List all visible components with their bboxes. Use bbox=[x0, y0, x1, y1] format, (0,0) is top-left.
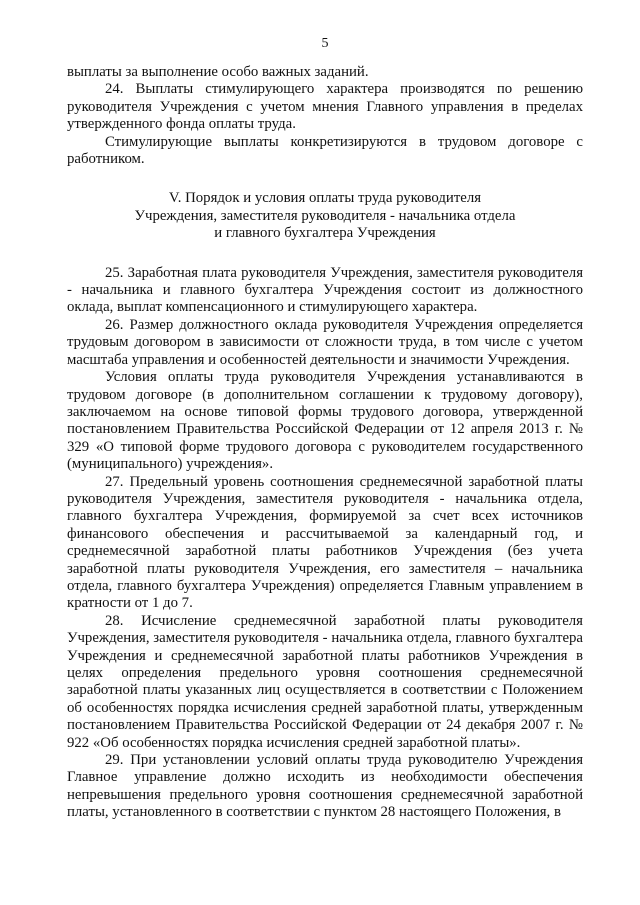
paragraph-27: 27. Предельный уровень соотношения среднемесячной заработной платы руководителя Учреждения, заместителя руководителя - начальника отдела, главного бухгалтера Учреждения, формируемой за счет всех источников финансового обеспечения и рассчитываемой за календарный год, и среднемесячной заработной платы работников Учреждения (без учета заработной платы руководителя Учреждения, его заместителя – начальника отдела, главного бухгалтера Учреждения) определяется Главным управлением в кратности от 1 до 7. bbox=[67, 473, 583, 612]
paragraph-24: 24. Выплаты стимулирующего характера производятся по решению руководителя Учреждения с учетом мнения Главного управления в пределах утвержденного фонда оплаты труда. bbox=[67, 81, 583, 133]
paragraph-29: 29. При установлении условий оплаты труда руководителю Учреждения Главное управление должно исходить из необходимости обеспечения непревышения предельного уровня соотношения среднемесячной заработной платы, установленного в соответствии с пунктом 28 настоящего Положения, в bbox=[67, 752, 583, 821]
paragraph-25: 25. Заработная плата руководителя Учреждения, заместителя руководителя - начальника и главного бухгалтера Учреждения состоит из должностного оклада, выплат компенсационного и стимулирующего характера. bbox=[67, 264, 583, 316]
section-heading-line-2: Учреждения, заместителя руководителя - начальника отдела bbox=[134, 207, 516, 224]
page-number: 5 bbox=[321, 36, 329, 51]
paragraph-24-stimulating-payments: Стимулирующие выплаты конкретизируются в трудовом договоре с работником. bbox=[67, 133, 583, 168]
paragraph-28: 28. Исчисление среднемесячной заработной платы руководителя Учреждения, заместителя руководителя - начальника отдела, главного бухгалтера Учреждения и среднемесячной заработной платы работников Учреждения в целях определения предельного уровня соотношения среднемесячной заработной платы указанных лиц осуществляется в соответствии с Положением об особенностях порядка исчисления средней заработной платы, утвержденным постановлением Правительства Российской Федерации от 24 декабря 2007 г. № 922 «Об особенностях порядка исчисления средней заработной платы». bbox=[67, 612, 583, 751]
section-heading bbox=[67, 190, 583, 242]
section-heading-line-1: V. Порядок и условия оплаты труда руководителя bbox=[168, 190, 482, 207]
paragraph-26-conditions: Условия оплаты труда руководителя Учреждения устанавливаются в трудовом договоре (в дополнительном соглашении к трудовому договору), заключаемом на основе типовой формы трудового договора, утвержденной постановлением Правительства Российской Федерации от 12 апреля 2013 г. № 329 «О типовой форме трудового договора с руководителем государственного (муниципального) учреждения». bbox=[67, 369, 583, 473]
paragraph-continuation: выплаты за выполнение особо важных заданий. bbox=[67, 64, 369, 80]
section-heading-line-3: и главного бухгалтера Учреждения bbox=[214, 225, 436, 242]
paragraph-26: 26. Размер должностного оклада руководителя Учреждения определяется трудовым договором в зависимости от сложности труда, в том числе с учетом масштаба управления и особенностей деятельности и значимости Учреждения. bbox=[67, 316, 583, 368]
